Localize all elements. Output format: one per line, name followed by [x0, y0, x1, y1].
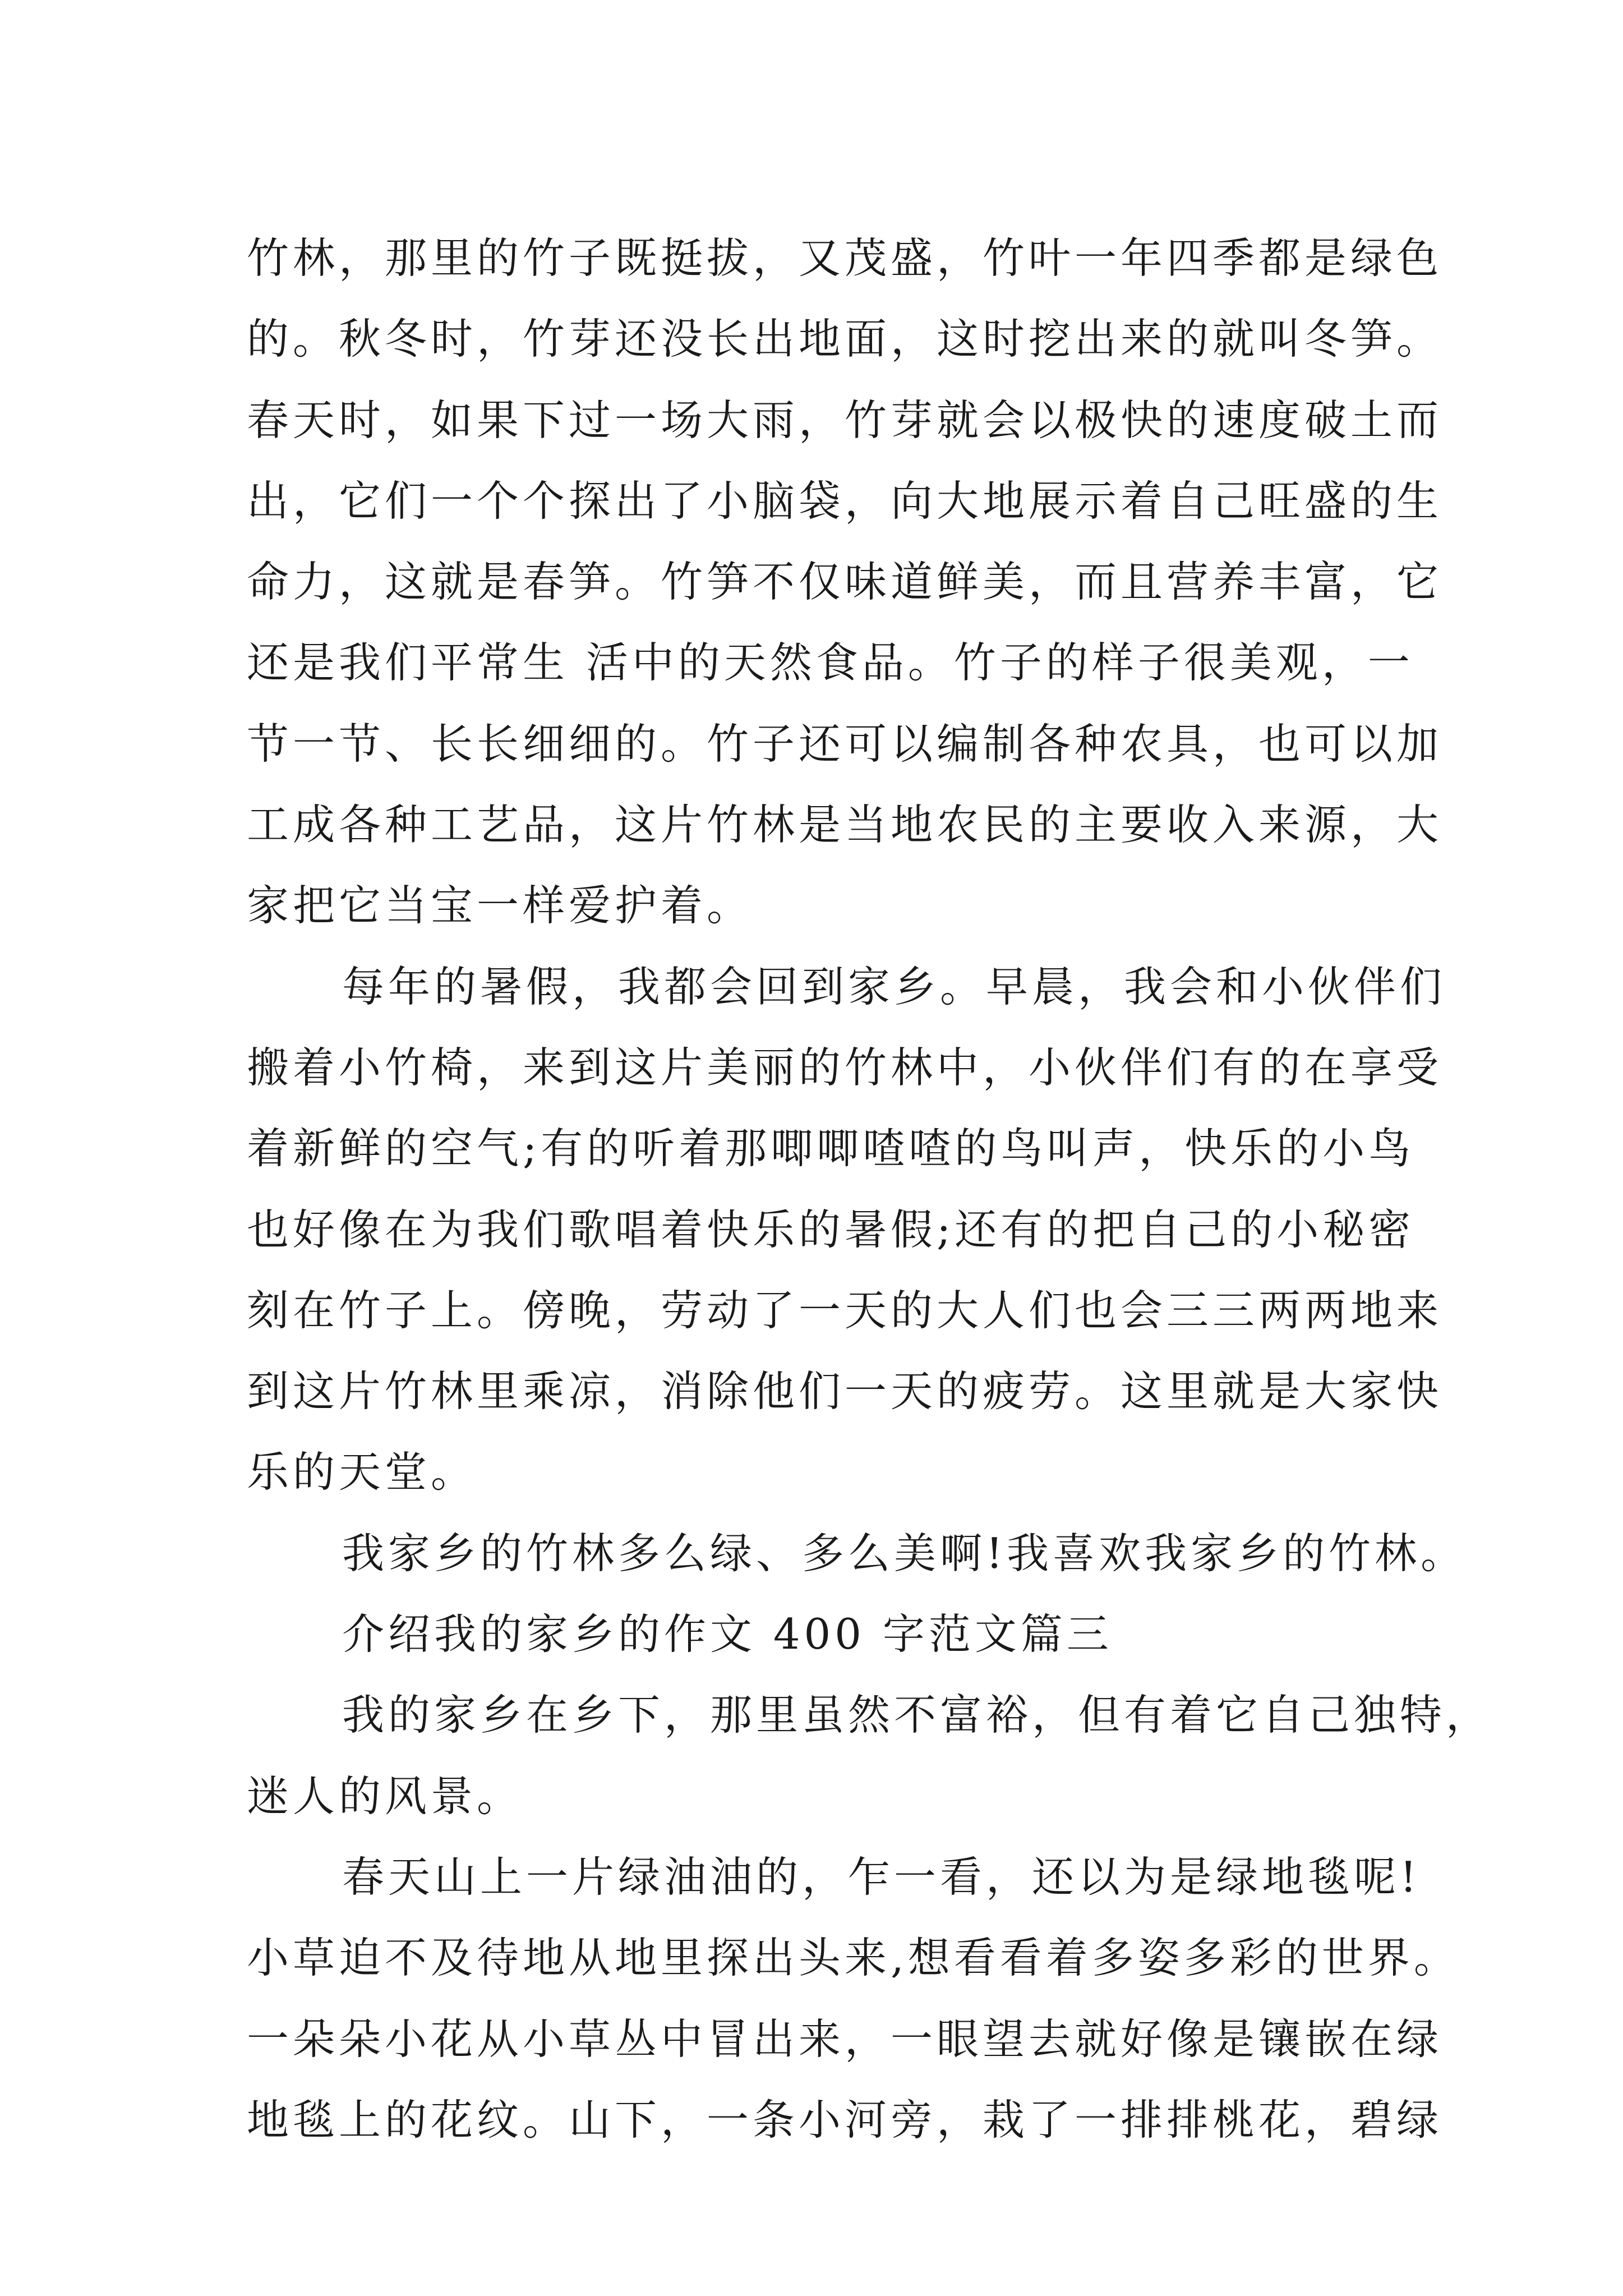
text-line: 我的家乡在乡下，那里虽然不富裕，但有着它自己独特，: [342, 1690, 1492, 1740]
text-line: 也好像在为我们歌唱着快乐的暑假;还有的把自己的小秘密: [247, 1204, 1415, 1254]
text-line: 搬着小竹椅，来到这片美丽的竹林中，小伙伴们有的在享受: [247, 1042, 1443, 1092]
text-line: 出，它们一个个探出了小脑袋，向大地展示着自己旺盛的生: [247, 476, 1443, 526]
text-line: 一朵朵小花从小草丛中冒出来，一眼望去就好像是镶嵌在绿: [247, 2014, 1443, 2064]
text-line: 的。秋冬时，竹芽还没长出地面，这时挖出来的就叫冬笋。: [247, 314, 1443, 364]
text-line: 竹林，那里的竹子既挺拔，又茂盛，竹叶一年四季都是绿色: [247, 233, 1443, 283]
text-line: 着新鲜的空气;有的听着那唧唧喳喳的鸟叫声，快乐的小鸟: [247, 1124, 1415, 1174]
text-line: 介绍我的家乡的作文 400 字范文篇三: [342, 1609, 1113, 1659]
text-line: 家把它当宝一样爱护着。: [247, 881, 753, 931]
text-line: 每年的暑假，我都会回到家乡。早晨，我会和小伙伴们: [342, 961, 1446, 1011]
text-line: 春天山上一片绿油油的，乍一看，还以为是绿地毯呢!: [342, 1852, 1421, 1902]
text-line: 刻在竹子上。傍晚，劳动了一天的大人们也会三三两两地来: [247, 1285, 1443, 1335]
text-line: 地毯上的花纹。山下，一条小河旁，栽了一排排桃花，碧绿: [247, 2095, 1443, 2145]
text-line: 工成各种工艺品，这片竹林是当地农民的主要收入来源，大: [247, 800, 1443, 850]
text-line: 乐的天堂。: [247, 1447, 477, 1497]
text-line: 我家乡的竹林多么绿、多么美啊!我喜欢我家乡的竹林。: [342, 1528, 1467, 1578]
text-line: 春天时，如果下过一场大雨，竹芽就会以极快的速度破土而: [247, 395, 1443, 445]
essay-body: [247, 218, 1492, 2160]
text-line: 命力，这就是春笋。竹笋不仅味道鲜美，而且营养丰富，它: [247, 557, 1443, 607]
text-line: 到这片竹林里乘凉，消除他们一天的疲劳。这里就是大家快: [247, 1366, 1443, 1416]
text-line: 小草迫不及待地从地里探出头来,想看看着多姿多彩的世界。: [247, 1933, 1460, 1983]
text-line: 迷人的风景。: [247, 1771, 523, 1821]
text-line: 还是我们平常生 活中的天然食品。竹子的样子很美观，一: [247, 638, 1414, 688]
text-line: 节一节、长长细细的。竹子还可以编制各种农具，也可以加: [247, 719, 1443, 769]
